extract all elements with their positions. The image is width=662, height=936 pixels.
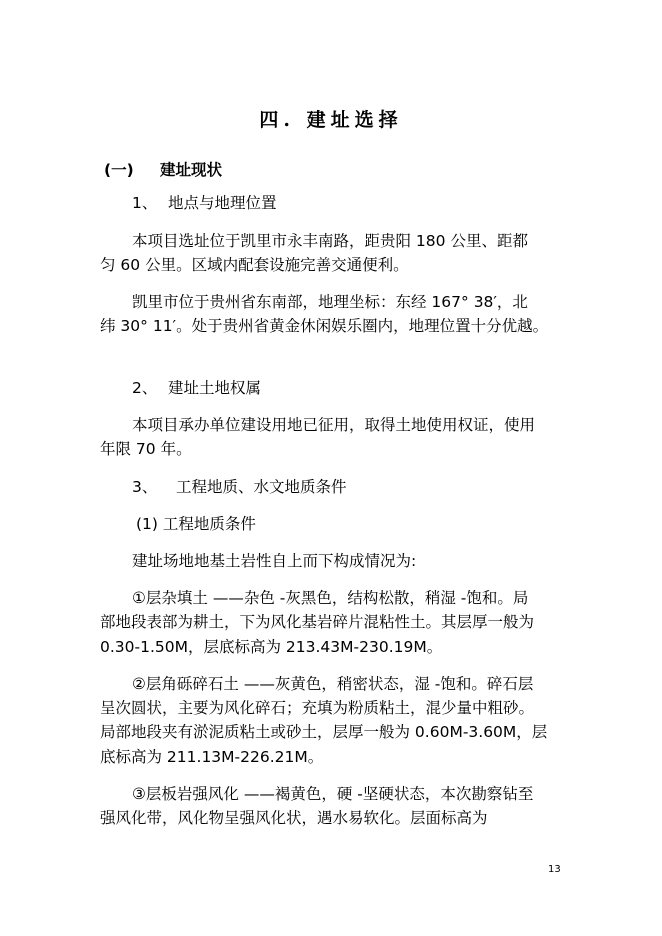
paragraph-layer-2-line-4: 底标高为 211.13M-226.21M。 (100, 748, 324, 766)
item-2-number: 2、 (132, 379, 158, 397)
subsection-title: (1) 工程地质条件 (136, 515, 256, 533)
paragraph-layer-2-line-2: 呈次圆状，主要为风化碎石；充填为粉质粘土，混少量中粗砂。 (100, 699, 535, 717)
item-1-number: 1、 (132, 194, 158, 212)
page-number: 13 (548, 864, 561, 875)
item-1-title: 地点与地理位置 (168, 194, 277, 212)
paragraph-layer-3-line-1: ③层板岩强风化 ——褐黄色，硬 -坚硬状态，本次勘察钻至 (132, 785, 534, 803)
paragraph-location-line-2: 匀 60 公里。区域内配套设施完善交通便利。 (100, 256, 409, 274)
paragraph-coordinates-line-1: 凯里市位于贵州省东南部，地理坐标：东经 167° 38′，北 (132, 293, 528, 311)
paragraph-layer-1-line-3: 0.30-1.50M，层底标高为 213.43M-230.19M。 (100, 638, 443, 656)
paragraph-layer-2-line-1: ②层角砾碎石土 ——灰黄色，稍密状态，湿 -饱和。碎石层 (132, 675, 534, 693)
section-number: (一) (104, 161, 134, 179)
paragraph-layer-2-line-3: 局部地段夹有淤泥质粘土或砂土，层厚一般为 0.60M-3.60M，层 (100, 723, 548, 741)
paragraph-layer-3-line-2: 强风化带，风化物呈强风化状，遇水易软化。层面标高为 (100, 809, 488, 827)
item-3-title: 工程地质、水文地质条件 (176, 478, 347, 496)
paragraph-intro: 建址场地地基土岩性自上而下构成情况为: (132, 552, 417, 570)
paragraph-land-line-2: 年限 70 年。 (100, 440, 192, 458)
item-3-number: 3、 (132, 478, 158, 496)
paragraph-layer-1-line-1: ①层杂填土 ——杂色 -灰黑色，结构松散，稍湿 -饱和。局 (132, 589, 529, 607)
item-2-title: 建址土地权属 (168, 379, 262, 397)
paragraph-layer-1-line-2: 部地段表部为耕土，下为风化基岩碎片混粘性土。其层厚一般为 (100, 613, 535, 631)
paragraph-location-line-1: 本项目选址位于凯里市永丰南路，距贵阳 180 公里、距都 (132, 232, 528, 250)
page-title: 四. 建址选择 (259, 109, 403, 131)
paragraph-land-line-1: 本项目承办单位建设用地已征用，取得土地使用权证，使用 (132, 416, 536, 434)
section-title: 建址现状 (160, 161, 223, 179)
paragraph-coordinates-line-2: 纬 30° 11′。处于贵州省黄金休闲娱乐圈内，地理位置十分优越。 (100, 317, 549, 335)
